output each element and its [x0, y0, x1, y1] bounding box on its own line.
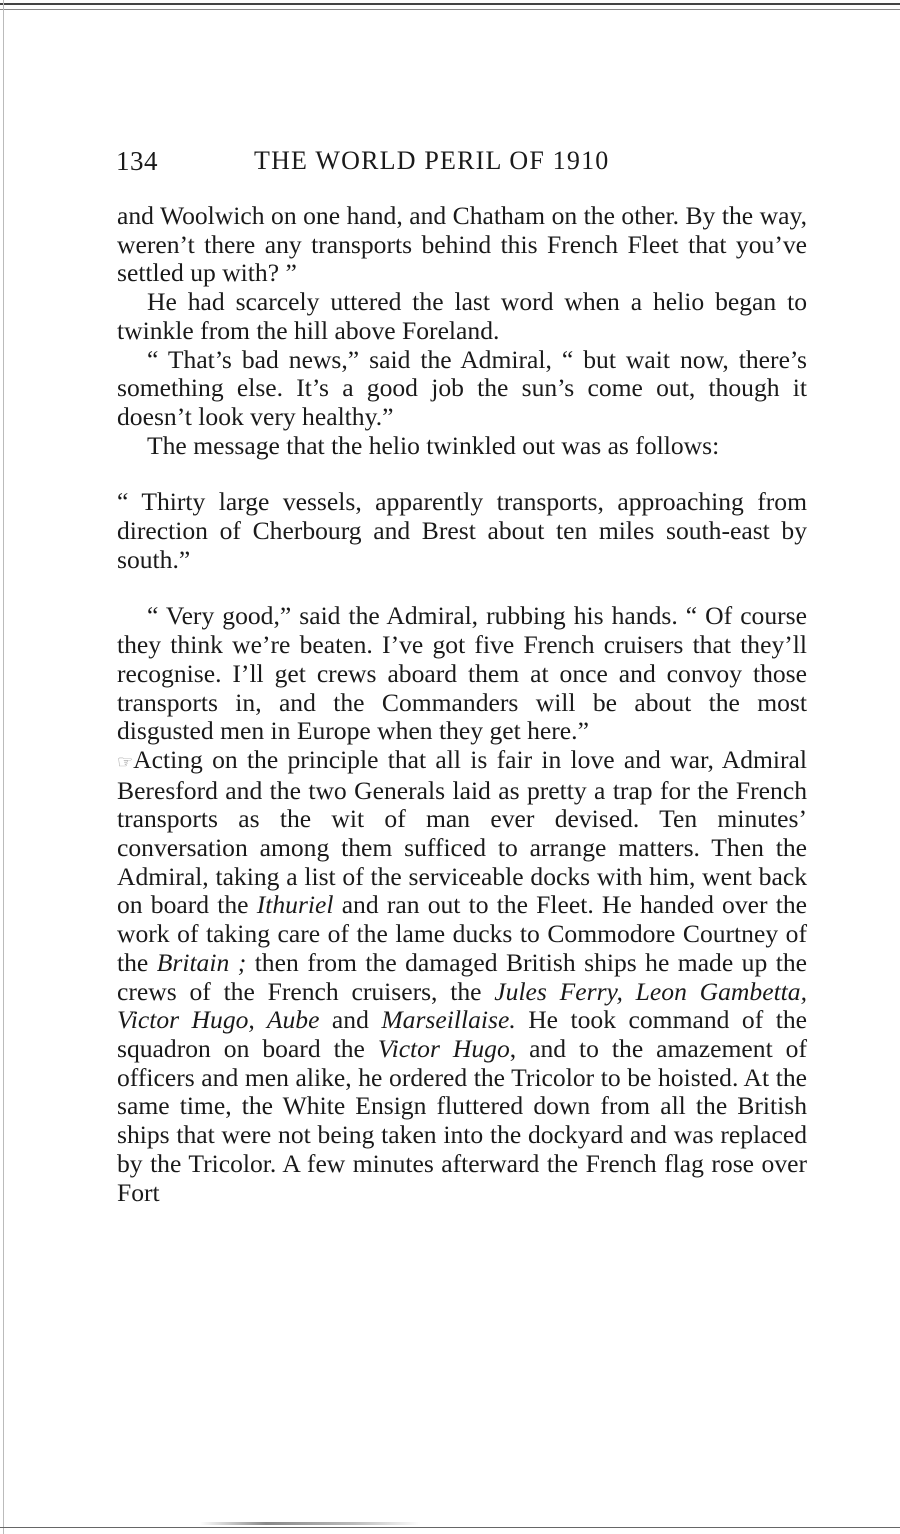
paragraph-7-text-3: then from the damaged British ships he made up the crews of the French cruisers, the [117, 947, 807, 1006]
scan-border-top [0, 3, 900, 10]
page-number: 134 [116, 146, 158, 176]
paragraph-6: “ Very good,” said the Admiral, rubbing his hands. “ Of course they think we’re beaten. I’ve got five French cruisers that they’ll recognise. I’ll get crews aboard them at once and convoy those transports in, and the Commanders will be about the most disgusted men in Europe when they get here.” [117, 601, 807, 746]
telegram-message: “ Thirty large vessels, apparently transports, approaching from direction of Cherbourg and Brest about ten miles south-east by south.” [117, 487, 807, 574]
paragraph-3: “ That’s bad news,” said the Admiral, “ but wait now, there’s something else. It’s a good job the sun’s come out, though it doesn’t look very healthy.” [117, 344, 807, 431]
paragraph-7-text-1: Acting on the principle that all is fair in love and war, Admiral Beresford and the two Generals laid as pretty a trap for the French transports as the wit of man ever devised. Ten minutes’ conversation among them sufficed to arrange matters. Then the Admiral, taking a list of the serviceable docks with him, went back on board the [117, 744, 807, 920]
ship-name-marseillaise: Marseillaise. [381, 1005, 516, 1035]
running-title: THE WORLD PERIL OF 1910 [254, 146, 610, 175]
paragraph-1: and Woolwich on one hand, and Chatham on the other. By the way, weren’t there any transports behind this French Fleet that you’ve settled up with? ” [117, 201, 807, 288]
ship-name-victor-hugo: Victor Hugo [377, 1033, 510, 1063]
paragraph-7-text-2: and ran out to the Fleet. He handed over the work of taking care of the lame ducks to Commodore Courtney of the [117, 890, 807, 977]
paragraph-2: He had scarcely uttered the last word when a helio began to twinkle from the hill above Foreland. [117, 287, 807, 345]
scan-smudge [200, 1522, 420, 1525]
ship-name-britain: Britain ; [156, 947, 247, 977]
paragraph-7-text-6: , and to the amazement of officers and men alike, he ordered the Tricolor to be hoisted. At the same time, the White Ensign fluttered down from all the British ships that were not being taken into the dockyard and was replaced by the Tricolor. A few minutes afterward the French flag rose over Fort [117, 1033, 807, 1207]
body-text [117, 202, 807, 1207]
scan-border-bottom [0, 1527, 900, 1531]
page-header [116, 146, 808, 186]
paragraph-7-text-4: and [319, 1005, 382, 1035]
paragraph-4: The message that the helio twinkled out was as follows: [147, 430, 720, 460]
scan-border-left [3, 0, 4, 1534]
ship-names-cruisers: Jules Ferry, Leon Gambetta, Victor Hugo, Aube [117, 976, 807, 1035]
pointing-hand-mark: ☞ [117, 751, 134, 772]
paragraph-7-text-5: He took command of the squadron on board the [117, 1005, 807, 1063]
paragraph-7 [117, 746, 807, 1207]
ship-name-ithuriel: Ithuriel [256, 890, 334, 920]
